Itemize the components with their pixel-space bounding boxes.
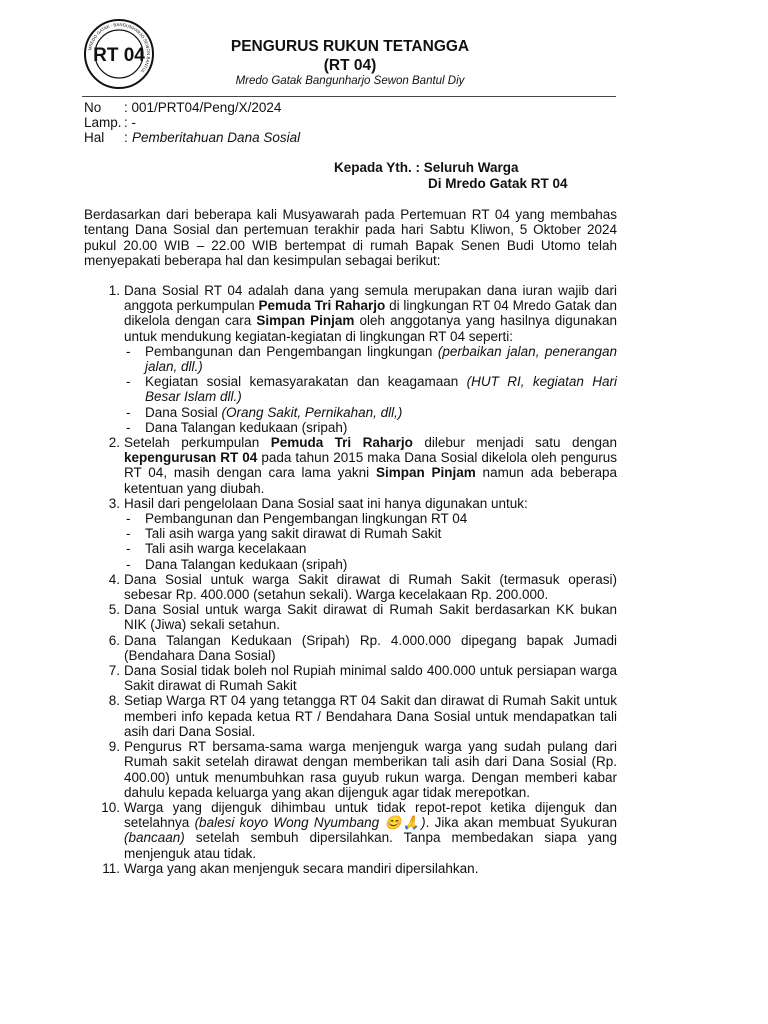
sub-item: - Tali asih warga yang sakit dirawat di Rumah Sakit [126, 526, 442, 542]
item-number: 5. [108, 602, 120, 618]
rt04-logo [83, 18, 155, 90]
italic-phrase: (balesi koyo Wong Nyumbang 😊🙏) [194, 815, 426, 831]
sub-item: - Pembangunan dan Pengembangan lingkungan RT 04 [126, 511, 468, 527]
item-number: 3. [108, 495, 120, 511]
item-number: 4. [108, 571, 120, 587]
sub-item: - Dana Sosial (Orang Sakit, Pernikahan, dll,) [126, 404, 403, 420]
item-number: 1. [108, 283, 120, 298]
list-item [84, 435, 617, 496]
item-text: Dana Sosial tidak boleh nol Rupiah minimal saldo 400.000 untuk persiapan warga Sakit dirawat di Rumah Sakit [124, 663, 617, 694]
item-text: Warga yang dijenguk dihimbau untuk tidak repot-repot ketika dijenguk dan setelahnya (balesi koyo Wong Nyumbang 😊🙏). Jika akan membuat Syukuran (bancaan) setelah sembuh dipersilahkan. Tanpa membedakan siapa yang menjenguk atau tidak. [124, 799, 617, 861]
list-item [84, 693, 617, 739]
item-number: 11. [102, 860, 120, 876]
sub-item: - Tali asih warga kecelakaan [126, 541, 307, 557]
list-item [84, 283, 617, 435]
list-item [84, 572, 617, 602]
item-text: Warga yang akan menjenguk secara mandiri dipersilahkan. [124, 860, 479, 876]
decision-list [84, 283, 617, 876]
recipient-block [334, 160, 568, 192]
logo-main-text: RT 04 [93, 45, 145, 66]
list-item [84, 602, 617, 632]
recipient-line-1: Kepada Yth. : Seluruh Warga [334, 160, 519, 175]
item-text: Dana Sosial RT 04 adalah dana yang semula merupakan dana iuran wajib dari anggota perkumpulan Pemuda Tri Raharjo di lingkungan RT 04 Mredo Gatak dan dikelola dengan cara Simpan Pinjam oleh anggotanya yang hasilnya digunakan untuk mendukung kegiatan-kegiatan di lingkungan RT 04 seperti: [124, 283, 618, 344]
sub-item: - Kegiatan sosial kemasyarakatan dan keagamaan (HUT RI, kegiatan Hari Besar Islam dll.) [126, 374, 617, 405]
meta-subject-row [84, 130, 300, 145]
meta-attachment-value: : - [124, 115, 136, 130]
item-text: Setelah perkumpulan Pemuda Tri Raharjo dilebur menjadi satu dengan kepengurusan RT 04 pada tahun 2015 maka Dana Sosial dikelola oleh pengurus RT 04, masih dengan cara lama yakni Simpan Pinjam namun ada beberapa ketentuan yang diubah. [124, 435, 618, 496]
organization-name: PENGURUS RUKUN TETANGGA [230, 38, 470, 55]
meta-attachment-label: Lamp. [84, 115, 122, 130]
item-number: 7. [108, 663, 120, 679]
item-text: Dana Sosial untuk warga Sakit dirawat di Rumah Sakit (termasuk operasi) sebesar Rp. 400.000 (setahun sekali). Warga kecelakaan Rp. 200.000. [124, 571, 617, 603]
meta-subject-label: Hal [84, 130, 105, 145]
list-item [84, 800, 617, 861]
item-text: Hasil dari pengelolaan Dana Sosial saat ini hanya digunakan untuk: [124, 495, 528, 511]
list-item [84, 861, 617, 876]
list-item [84, 739, 617, 800]
list-item [84, 663, 617, 693]
recipient-line-2: Di Mredo Gatak RT 04 [428, 176, 568, 191]
meta-subject-separator: : [124, 130, 128, 145]
italic-phrase: (bancaan) [124, 830, 185, 846]
meta-number-label: No [84, 100, 102, 115]
item-text: Pengurus RT bersama-sama warga menjenguk warga yang sudah pulang dari Rumah sakit setelah dirawat dengan memberikan tali asih dari Dana Sosial (Rp. 400.00) untuk menumbuhkan rasa guyub rukun warga. Dengan memberi kabar dahulu kepada keluarga yang akan dijenguk agar tidak merepotkan. [124, 739, 617, 800]
savings-loan-bold: Simpan Pinjam [256, 313, 355, 329]
item-number: 2. [108, 435, 120, 451]
item-text: Setiap Warga RT 04 yang tetangga RT 04 Sakit dan dirawat di Rumah Sakit untuk memberi info kepada ketua RT / Bendahara Dana Sosial untuk mendapatkan tali asih dari Dana Sosial. [124, 693, 617, 739]
item-number: 10. [101, 799, 120, 815]
sub-item: - Dana Talangan kedukaan (sripah) [126, 419, 348, 435]
item-content [124, 283, 617, 435]
letterhead-divider [82, 96, 616, 97]
logo-ring-text: MREDO GATAK · BANGUNHARJO SEWON BANTUL [87, 21, 152, 75]
organization-address: Mredo Gatak Bangunharjo Sewon Bantul Diy [235, 75, 465, 87]
item-text: Dana Talangan Kedukaan (Sripah) Rp. 4.000.000 dipegang bapak Jumadi (Bendahara Dana Sosial) [124, 632, 617, 663]
sub-item: - Dana Talangan kedukaan (sripah) [126, 556, 348, 572]
org-name-bold: Pemuda Tri Raharjo [258, 298, 386, 314]
meta-number-value: : 001/PRT04/Peng/X/2024 [124, 100, 282, 115]
list-item [84, 496, 617, 572]
item-text: Dana Sosial untuk warga Sakit dirawat di Rumah Sakit berdasarkan KK bukan NIK (Jiwa) sekali setahun. [124, 602, 617, 633]
sub-item: - Pembangunan dan Pengembangan lingkungan (perbaikan jalan, penerangan jalan, dll.) [126, 343, 617, 375]
item-number: 9. [108, 739, 120, 755]
list-item [84, 633, 617, 663]
meta-attachment-row [84, 115, 300, 130]
rt-number: (RT 04) [323, 57, 377, 74]
item-number: 8. [108, 693, 120, 709]
item-content [124, 496, 617, 572]
meta-subject-value: Pemberitahuan Dana Sosial [132, 130, 301, 145]
intro-paragraph: Berdasarkan dari beberapa kali Musyawarah pada Pertemuan RT 04 yang membahas tentang Dana Sosial dan pertemuan terakhir pada hari Sabtu Kliwon, 5 Oktober 2024 pukul 20.00 WIB – 22.00 WIB bertempat di rumah Bapak Senen Budi Utomo telah menyepakati beberapa hal dan kesimpulan sebagai berikut: [84, 207, 617, 268]
meta-number-row [84, 100, 300, 115]
letter-meta [84, 100, 300, 145]
item-number: 6. [108, 632, 120, 648]
